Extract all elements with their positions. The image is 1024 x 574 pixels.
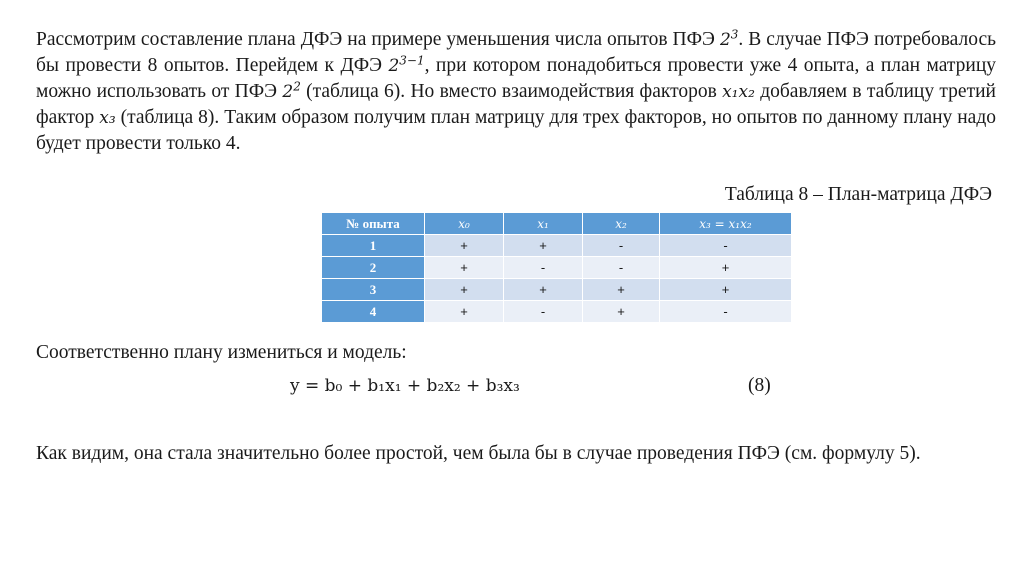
text-run: , при котором понадобиться провести уже 4 опыта, а план матрицу можно использовать от ПФЭ bbox=[36, 55, 996, 102]
cell-x1: - bbox=[504, 257, 583, 279]
math-base: 2 bbox=[282, 82, 294, 102]
math-x1x2: x₁x₂ bbox=[722, 82, 755, 102]
math-exponent: 3−1 bbox=[399, 53, 425, 68]
math-dfe-2-3-1 bbox=[388, 53, 425, 76]
cell-x3: - bbox=[660, 235, 792, 257]
math-pfe-2-3 bbox=[719, 27, 739, 50]
math-pfe-2-2 bbox=[282, 79, 301, 102]
text-run: (таблица 6). Но вместо взаимодействия факторов bbox=[300, 81, 723, 102]
model-paragraph: Соответственно плану измениться и модель: bbox=[36, 342, 407, 363]
cell-x0: + bbox=[425, 301, 504, 323]
cell-x3: + bbox=[660, 257, 792, 279]
cell-x1: + bbox=[504, 235, 583, 257]
header-x0: x₀ bbox=[425, 213, 504, 235]
header-x3: x₃ = x₁x₂ bbox=[660, 213, 792, 235]
text-run: (таблица 8). Таким образом получим план матрицу для трех факторов, но опытов по данному плану надо будет провести только 4. bbox=[36, 107, 996, 154]
table-header-row bbox=[322, 213, 792, 235]
table-row bbox=[322, 301, 792, 323]
cell-x3: + bbox=[660, 279, 792, 301]
header-x2: x₂ bbox=[583, 213, 660, 235]
table-row bbox=[322, 235, 792, 257]
cell-x0: + bbox=[425, 235, 504, 257]
header-x1: x₁ bbox=[504, 213, 583, 235]
text-run: добавляем в таблицу третий фактор bbox=[36, 81, 996, 128]
table-row bbox=[322, 257, 792, 279]
conclusion-paragraph: Как видим, она стала значительно более простой, чем была бы в случае проведения ПФЭ (см. формулу 5). bbox=[36, 443, 921, 464]
math-base: 2 bbox=[719, 30, 731, 50]
cell-x2: + bbox=[583, 279, 660, 301]
cell-x0: + bbox=[425, 279, 504, 301]
equation-number: (8) bbox=[748, 375, 771, 396]
row-number: 2 bbox=[322, 257, 425, 279]
plan-matrix-table bbox=[321, 212, 792, 323]
math-base: 2 bbox=[388, 56, 400, 76]
math-x3: x₃ bbox=[99, 108, 116, 128]
model-formula: y = b₀ + b₁x₁ + b₂x₂ + b₃x₃ bbox=[290, 376, 520, 396]
cell-x1: - bbox=[504, 301, 583, 323]
intro-paragraph bbox=[36, 27, 996, 157]
table-caption: Таблица 8 – План-матрица ДФЭ bbox=[724, 184, 992, 205]
cell-x2: - bbox=[583, 257, 660, 279]
row-number: 4 bbox=[322, 301, 425, 323]
cell-x0: + bbox=[425, 257, 504, 279]
cell-x1: + bbox=[504, 279, 583, 301]
cell-x2: + bbox=[583, 301, 660, 323]
header-experiment-no: № опыта bbox=[322, 213, 425, 235]
text-run: . В случае ПФЭ потребовалось бы провести 8 опытов. Перейдем к ДФЭ bbox=[36, 29, 996, 76]
table-row bbox=[322, 279, 792, 301]
row-number: 1 bbox=[322, 235, 425, 257]
text-run: Рассмотрим составление плана ДФЭ на примере уменьшения числа опытов ПФЭ bbox=[36, 29, 720, 50]
row-number: 3 bbox=[322, 279, 425, 301]
math-exponent: 3 bbox=[730, 27, 739, 42]
cell-x3: - bbox=[660, 301, 792, 323]
math-exponent: 2 bbox=[293, 79, 301, 94]
cell-x2: - bbox=[583, 235, 660, 257]
